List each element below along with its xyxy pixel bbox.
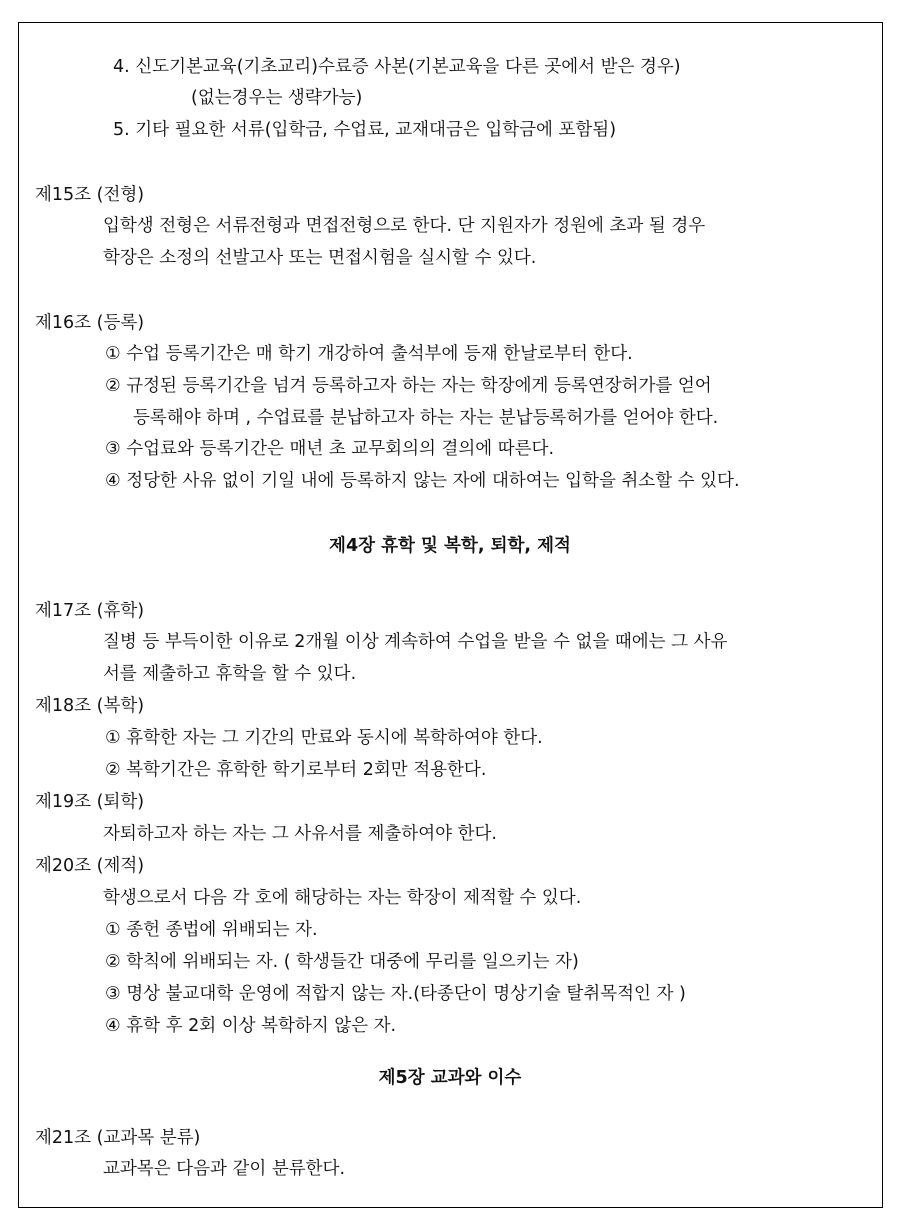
list-item-5: 5. 기타 필요한 서류(입학금, 수업료, 교재대금은 입학금에 포함됨) (113, 120, 617, 140)
article-16-item-3: ③ 수업료와 등록기간은 매년 초 교무회의의 결의에 따른다. (105, 439, 555, 459)
article-17-text-2: 서를 제출하고 휴학을 할 수 있다. (103, 664, 357, 684)
article-21-title: 제21조 (교과목 분류) (35, 1128, 201, 1148)
document-page (18, 22, 883, 1208)
article-21-text: 교과목은 다음과 같이 분류한다. (103, 1159, 346, 1179)
article-17-text-1: 질병 등 부득이한 이유로 2개월 이상 계속하여 수업을 받을 수 없을 때에는 그 사유 (103, 632, 728, 652)
list-item-4: 4. 신도기본교육(기초교리)수료증 사본(기본교육을 다른 곳에서 받은 경우) (113, 57, 681, 77)
article-20-item-3: ③ 명상 불교대학 운영에 적합지 않는 자.(타종단이 명상기술 탈취목적인 자 ) (105, 984, 686, 1004)
article-18-item-2: ② 복학기간은 휴학한 학기로부터 2회만 적용한다. (105, 760, 487, 780)
article-18-title: 제18조 (복학) (35, 696, 145, 716)
article-15-title: 제15조 (전형) (35, 185, 145, 205)
article-16-item-2-cont: 등록해야 하며 , 수업료를 분납하고자 하는 자는 분납등록허가를 얻어야 한다. (133, 408, 719, 428)
article-19-text: 자퇴하고자 하는 자는 그 사유서를 제출하여야 한다. (103, 824, 497, 844)
article-15-text-1: 입학생 전형은 서류전형과 면접전형으로 한다. 단 지원자가 정원에 초과 될 경우 (103, 216, 706, 236)
article-20-title: 제20조 (제적) (35, 856, 145, 876)
article-15-text-2: 학장은 소정의 선발고사 또는 면접시험을 실시할 수 있다. (103, 248, 537, 268)
list-item-4-note: (없는경우는 생략가능) (191, 88, 363, 108)
article-16-item-1: ① 수업 등록기간은 매 학기 개강하여 출석부에 등재 한날로부터 한다. (105, 344, 633, 364)
article-19-title: 제19조 (퇴학) (35, 792, 145, 812)
article-18-item-1: ① 휴학한 자는 그 기간의 만료와 동시에 복학하여야 한다. (105, 728, 543, 748)
chapter-5-heading: 제5장 교과와 이수 (378, 1068, 522, 1088)
chapter-4-heading: 제4장 휴학 및 복학, 퇴학, 제적 (329, 536, 571, 556)
article-16-item-2: ② 규정된 등록기간을 넘겨 등록하고자 하는 자는 학장에게 등록연장허가를 얻어 (105, 376, 712, 396)
article-20-item-1: ① 종헌 종법에 위배되는 자. (105, 920, 318, 940)
article-16-item-4: ④ 정당한 사유 없이 기일 내에 등록하지 않는 자에 대하여는 입학을 취소할 수 있다. (105, 471, 740, 491)
article-20-text: 학생으로서 다음 각 호에 해당하는 자는 학장이 제적할 수 있다. (103, 888, 582, 908)
article-20-item-4: ④ 휴학 후 2회 이상 복학하지 않은 자. (105, 1016, 397, 1036)
article-16-title: 제16조 (등록) (35, 313, 145, 333)
article-20-item-2: ② 학칙에 위배되는 자. ( 학생들간 대중에 무리를 일으키는 자) (105, 952, 579, 972)
article-17-title: 제17조 (휴학) (35, 601, 145, 621)
